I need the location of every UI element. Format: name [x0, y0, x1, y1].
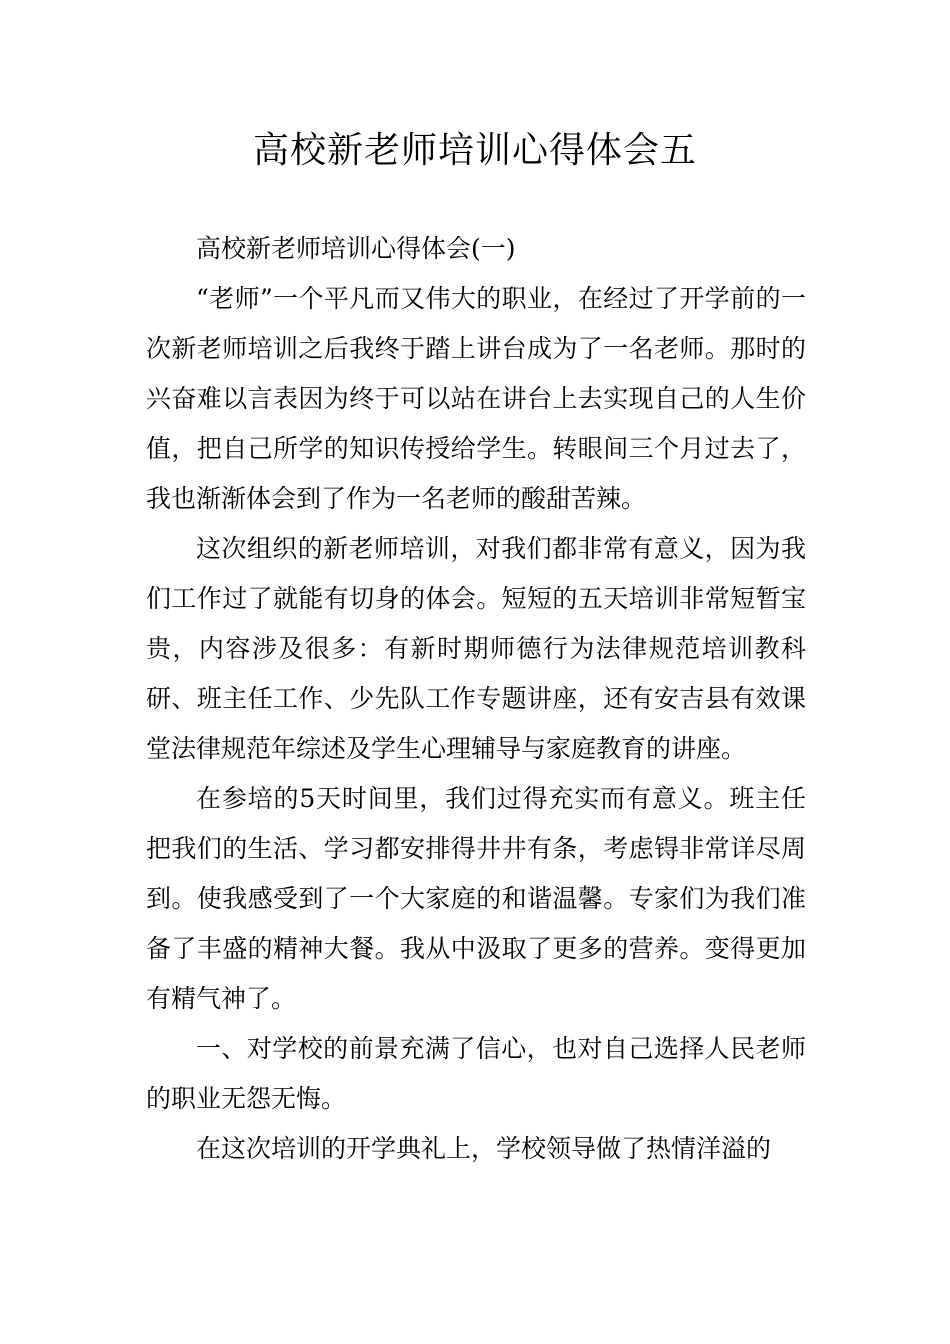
- document-body: [146, 224, 806, 1174]
- paragraph-4: 一、对学校的前景充满了信心，也对自己选择人民老师的职业无怨无悔。: [146, 1034, 806, 1113]
- paragraph-3: 在参培的5天时间里，我们过得充实而有意义。班主任把我们的生活、学习都安排得井井有条，考虑锝非常详尽周到。使我感受到了一个大家庭的和谐温馨。专家们为我们准备了丰盛的精神大餐。我从中汲取了更多的营养。变得更加有精气神了。: [146, 784, 806, 1013]
- paragraph-1: “老师”一个平凡而又伟大的职业，在经过了开学前的一次新老师培训之后我终于踏上讲台成为了一名老师。那时的兴奋难以言表因为终于可以站在讲台上去实现自己的人生价值，把自己所学的知识传授给学生。转眼间三个月过去了，我也渐渐体会到了作为一名老师的酸甜苦辣。: [146, 284, 806, 513]
- paragraph-5: 在这次培训的开学典礼上，学校领导做了热情洋溢的: [196, 1134, 772, 1163]
- document-title: 高校新老师培训心得体会五: [252, 130, 697, 171]
- paragraph-2: 这次组织的新老师培训，对我们都非常有意义，因为我们工作过了就能有切身的体会。短短的五天培训非常短暂宝贵，内容涉及很多：有新时期师德行为法律规范培训教科研、班主任工作、少先队工作专题讲座，还有安吉县有效课堂法律规范年综述及学生心理辅导与家庭教育的讲座。: [146, 534, 806, 763]
- paragraph-subtitle: 高校新老师培训心得体会(一): [196, 234, 516, 263]
